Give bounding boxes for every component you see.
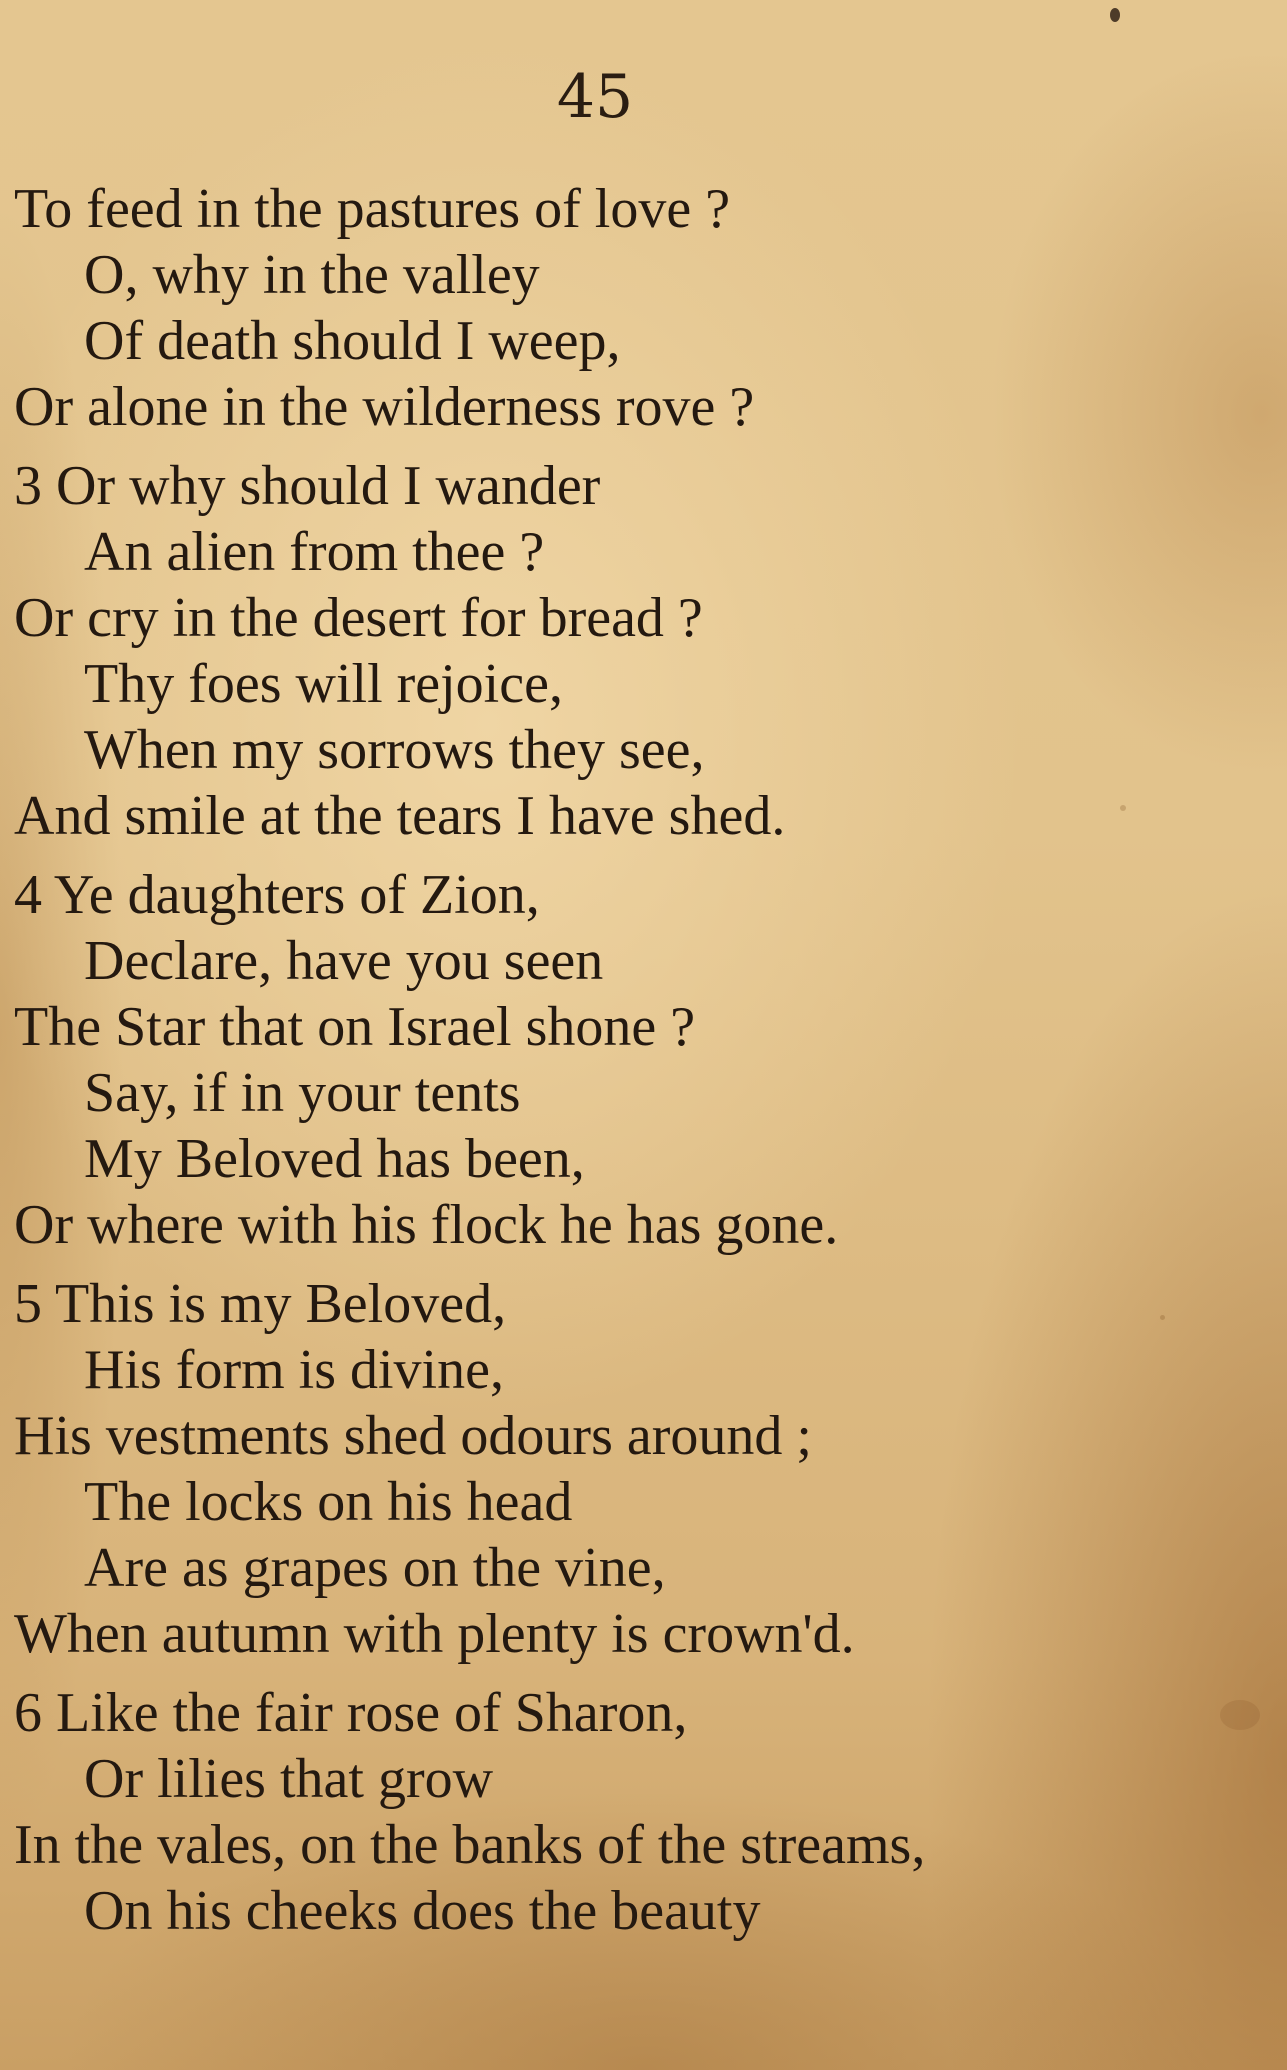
verse-line: On his cheeks does the beauty	[84, 1880, 761, 1942]
verse-line: Or where with his flock he has gone.	[14, 1194, 839, 1256]
verse-line: Are as grapes on the vine,	[84, 1537, 666, 1599]
verse-line: The locks on his head	[84, 1471, 573, 1533]
verse-line: Declare, have you seen	[84, 930, 604, 992]
stanza-6-first-line: 6 Like the fair rose of Sharon,	[14, 1682, 688, 1744]
verse-line: And smile at the tears I have shed.	[14, 785, 786, 847]
verse-line: To feed in the pastures of love ?	[14, 178, 731, 240]
stanza-5-first-line: 5 This is my Beloved,	[14, 1273, 507, 1335]
age-stain	[1110, 8, 1120, 22]
verse-line: Or alone in the wilderness rove ?	[14, 376, 755, 438]
verse-line: Or cry in the desert for bread ?	[14, 587, 703, 649]
verse-line: In the vales, on the banks of the streams,	[14, 1814, 926, 1876]
verse-line: Say, if in your tents	[84, 1062, 521, 1124]
verse-line: His form is divine,	[84, 1339, 504, 1401]
verse-line: Thy foes will rejoice,	[84, 653, 563, 715]
page-number: 45	[556, 62, 634, 132]
verse-line: An alien from thee ?	[84, 521, 545, 583]
verse-line: His vestments shed odours around ;	[14, 1405, 812, 1467]
verse-line: Or lilies that grow	[84, 1748, 494, 1810]
verse-line: My Beloved has been,	[84, 1128, 585, 1190]
stanza-3-first-line: 3 Or why should I wander	[14, 455, 601, 517]
verse-line: The Star that on Israel shone ?	[14, 996, 696, 1058]
verse-line: When autumn with plenty is crown'd.	[14, 1603, 855, 1665]
hymn-text	[14, 176, 1227, 1944]
verse-line: O, why in the valley	[84, 244, 540, 306]
verse-line: Of death should I weep,	[84, 310, 621, 372]
verse-line: When my sorrows they see,	[84, 719, 705, 781]
stanza-4-first-line: 4 Ye daughters of Zion,	[14, 864, 540, 926]
